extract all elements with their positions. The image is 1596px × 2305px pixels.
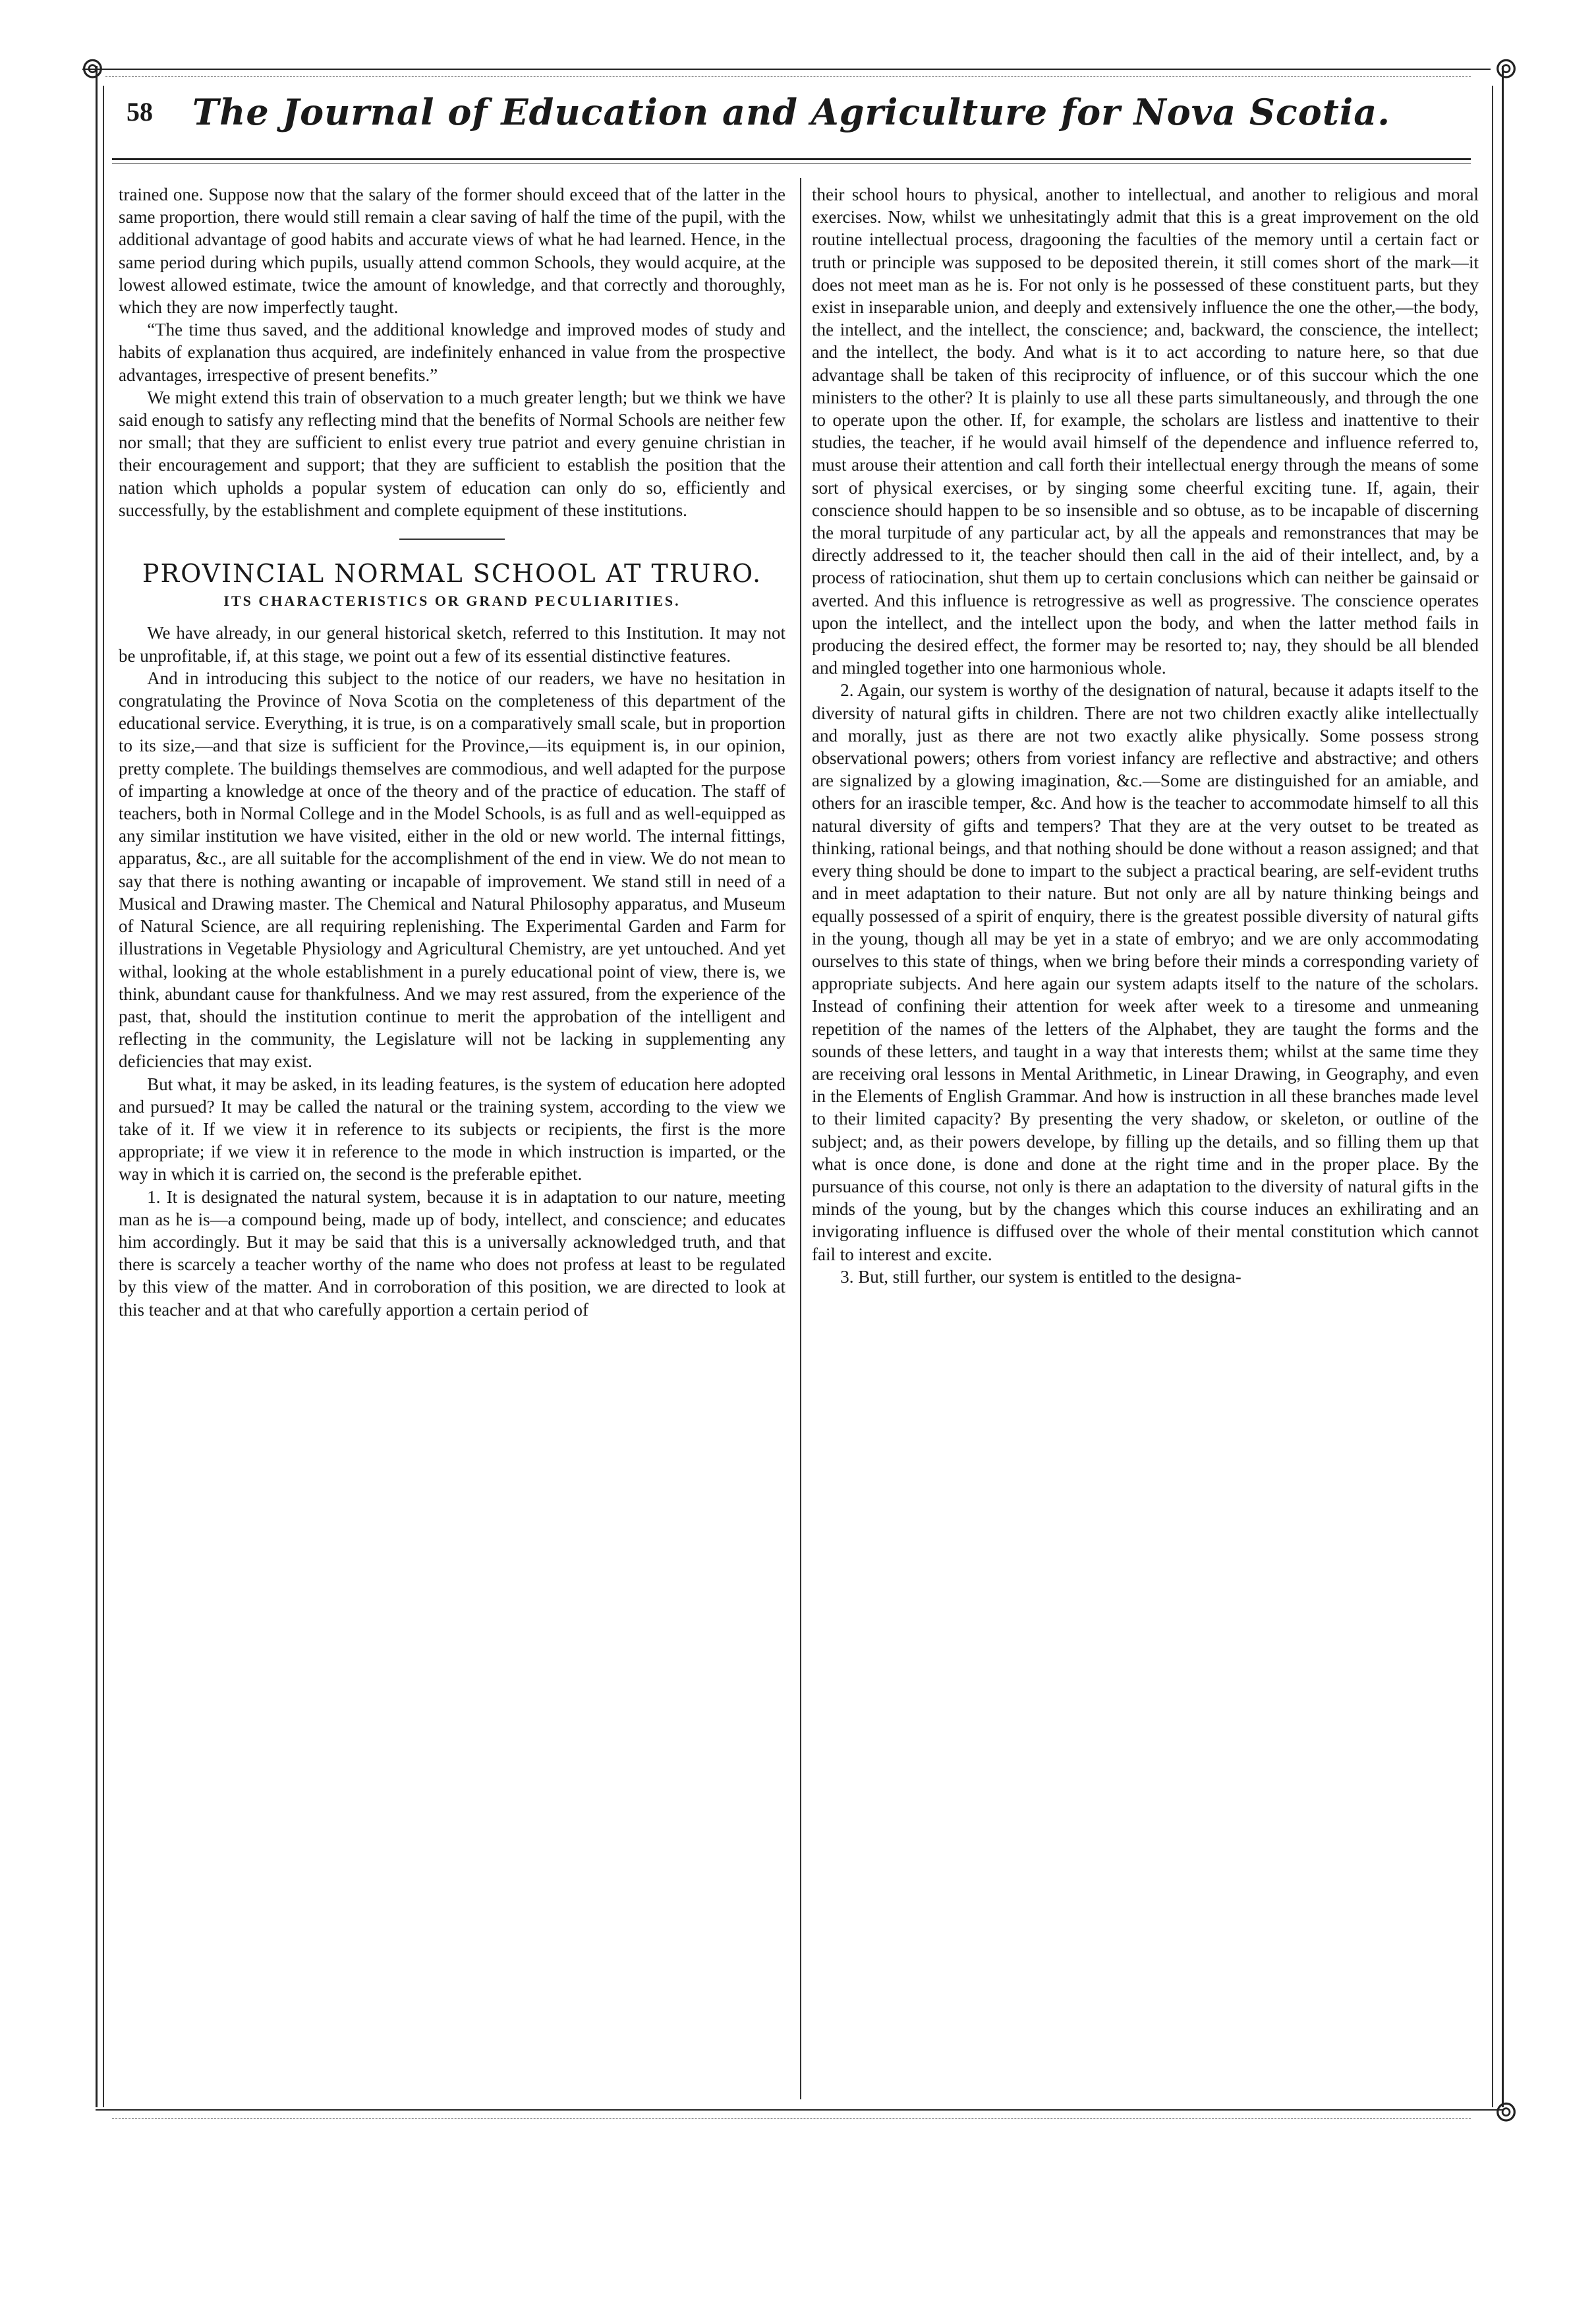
journal-title: The Journal of Education and Agriculture for Nova Scotia. [192, 91, 1391, 133]
header-rule [112, 158, 1471, 160]
frame-bottom-rule [96, 2109, 1504, 2111]
body-paragraph: We have already, in our general historical sketch, referred to this Institution. It may not be unprofitable, if, at this stage, we point out a few of its essential distinctive features. [119, 623, 785, 666]
body-paragraph: 2. Again, our system is worthy of the designation of natural, because it adapts itself to the diversity of natural gifts in children. There are not two children exactly alike intellectually and morally, just as there are not two exactly alike physically. Some possess strong observational powers; others from voriest infancy are reflective and abstractive; and others are signalized by a glowing imagination, &c.—Some are distinguished for an amiable, and others for an irascible temper, &c. And how is the teacher to accommodate himself to all this natural diversity of gifts and tempers? That they are at the very outset to be treated as thinking, rational beings, and that nothing should be done without a reason assigned; and that every thing should be done to impart to the subject a practical bearing, are self-evident truths and in meet adaptation to their nature. But not only are all by nature thinking beings and equally possessed of a spirit of enquiry, there is the greatest possible diversity of natural gifts in the young, though all may be yet in a state of embryo; and we are only accommodating ourselves to this state of things, when we bring before their minds a corresponding variety of appropriate subjects. And here again our system adapts itself to the nature of the scholars. Instead of confining their attention for week after week to a tiresome and unmeaning repetition of the names of the letters of the Alphabet, they are taught the forms and the sounds of these letters, and taught in a way that interests them; whilst at the same time they are receiving oral lessons in Mental Arithmetic, in Linear Drawing, in Geography, and even in the Elements of English Grammar. And how is instruction in all these branches made level to their limited capacity? By presenting the very shadow, or skeleton, or outline of the subject; and, as their powers develope, by filling up the details, and so filling them up that what is once done, is done and done at the right time and in the proper place. By the pursuance of this course, not only is there an adaptation to the diversity of natural gifts in the minds of the young, but by the changes which this course induces an exhilirating and an invigorating influence is diffused over the whole of their mental constitution which cannot fail to interest and excite. [812, 680, 1479, 1264]
frame-right-rule [1502, 66, 1504, 2107]
section-divider [399, 539, 505, 540]
body-paragraph: We might extend this train of observation to a much greater length; but we think we have said enough to satisfy any reflecting mind that the benefits of Normal Schools are neither few nor small; that they are sufficient to enlist every true patriot and every genuine christian in their encouragement and support; that they are sufficient to establish the position that the nation which upholds a popular system of education can only do so, efficiently and successfully, by the establishment and complete equipment of these institutions. [119, 387, 785, 520]
column-divider [800, 178, 801, 2099]
corner-rosette-icon: ⊚ [80, 51, 105, 85]
body-paragraph: But what, it may be asked, in its leading features, is the system of education here adopted and pursued? It may be called the natural or the training system, according to the view we take of it. If we view it in reference to its subjects or recipients, the first is the more appropriate; if we view it in reference to the mode in which instruction is imparted, or the way in which it is carried on, the second is the preferable epithet. [119, 1074, 785, 1184]
frame-left-inner-rule [103, 86, 104, 2107]
page-number: 58 [127, 97, 153, 127]
left-column [119, 183, 785, 2095]
right-column [812, 183, 1479, 2095]
body-paragraph: trained one. Suppose now that the salary of the former should exceed that of the latter in the same proportion, there would still remain a clear saving of half the time of the pupil, with the additional advantage of good habits and accurate views of what he had learned. Hence, in the same period during which pupils, usually attend common Schools, they would acquire, at the lowest allowed estimate, twice the amount of knowledge, and that correctly and thoroughly, which they are now imperfectly taught. [119, 185, 785, 318]
running-header [112, 84, 1471, 144]
corner-rosette-icon: ⊚ [1494, 2095, 1518, 2128]
body-paragraph: 1. It is designated the natural system, because it is in adaptation to our nature, meeting man as he is—a compound being, made up of body, intellect, and conscience; and educates him accordingly. But it may be said that this is a universally acknowledged truth, and that there is scarcely a teacher worthy of the name who does not profess at least to be regulated by this view of the matter. And in corroboration of this position, we are directed to look at this teacher and at that who carefully apportion a certain period of [119, 1186, 785, 1320]
corner-rosette-icon: ⊚ [1494, 51, 1518, 85]
body-paragraph: And in introducing this subject to the notice of our readers, we have no hesitation in congratulating the Province of Nova Scotia on the completeness of this department of the educational service. Everything, it is true, is on a comparatively small scale, but in proportion to its size,—and that size is sufficient for the Province,—its equipment is, in our opinion, pretty complete. The buildings themselves are commodious, and well adapted for the purpose of imparting a knowledge at once of the theory and of the practice of education. The staff of teachers, both in Normal College and in the Model Schools, is as full and as well-equipped as any similar institution we have visited, either in the old or new world. The internal fittings, apparatus, &c., are all suitable for the accomplishment of the end in view. We do not mean to say that there is nothing awanting or incapable of improvement. We stand still in need of a Musical and Drawing master. The Chemical and Natural Philosophy apparatus, and Museum of Natural Science, are all requiring replenishing. The Experimental Garden and Farm for illustrations in Vegetable Physiology and Agricultural Chemistry, are yet untouched. And yet withal, looking at the whole establishment in a purely educational point of view, there is, we think, abundant cause for thankfulness. And we may rest assured, from the experience of the past, that, should the institution continue to merit the approbation of the intelligent and reflecting in the community, the Legislature will not be lacking in supplementing any deficiencies that may exist. [119, 668, 785, 1072]
frame-bottom-dashed-rule [112, 2118, 1471, 2119]
body-paragraph: “The time thus saved, and the additional knowledge and improved modes of study and habits of explanation thus acquired, are indefinitely enhanced in value from the prospective advantages, irrespective of present benefits.” [119, 320, 785, 385]
body-paragraph: their school hours to physical, another to intellectual, and another to religious and moral exercises. Now, whilst we unhesitatingly admit that this is a great improvement on the old routine intellectual process, dragooning the faculties of the memory until a certain fact or truth or principle was supposed to be deposited therein, it still comes short of the mark—it does not meet man as he is. For not only is he possessed of these constituent parts, but they exist in inseparable union, and deeply and extensively influence the one the other,—the body, the intellect, and the intellect, the conscience; and, backward, the conscience, the intellect; and the intellect, the body. And what is it to act according to nature here, so that due advantage shall be taken of this reciprocity of influence, or of this succour which the one ministers to the other? It is plainly to use all these parts simultaneously, and through the one to operate upon the other. If, for example, the scholars are listless and inattentive to their studies, the teacher, if he would avail himself of the dependence and influence referred to, must arouse their attention and call forth their intellectual energy through the means of some sort of physical exercises, or by singing some cheerful exciting tune. If, again, their conscience should happen to be so insensible and so obtuse, as to be incapable of discerning the moral turpitude of any particular act, by all the appeals and remonstrances that may be directly addressed to it, the teacher should then call in the aid of their intellect, and, by a process of ratiocination, shut them up to certain conclusions which can neither be gainsaid or averted. And this influence is retrogressive as well as progressive. The conscience operates upon the intellect, and the intellect upon the body, and when the latter method fails in producing the desired effect, the former may be resorted to; nay, they should be all blended and mingled together into one harmonious whole. [812, 185, 1479, 678]
frame-right-inner-rule [1492, 86, 1493, 2107]
header-rule-thin [112, 163, 1471, 164]
section-subtitle: ITS CHARACTERISTICS OR GRAND PECULIARITIES. [223, 593, 681, 610]
frame-left-rule [96, 66, 98, 2107]
section-title: PROVINCIAL NORMAL SCHOOL AT TRURO. [142, 559, 762, 589]
body-paragraph: 3. But, still further, our system is entitled to the designa- [840, 1266, 1241, 1287]
frame-top-dashed-rule [105, 76, 1471, 77]
frame-top-rule [82, 69, 1491, 70]
